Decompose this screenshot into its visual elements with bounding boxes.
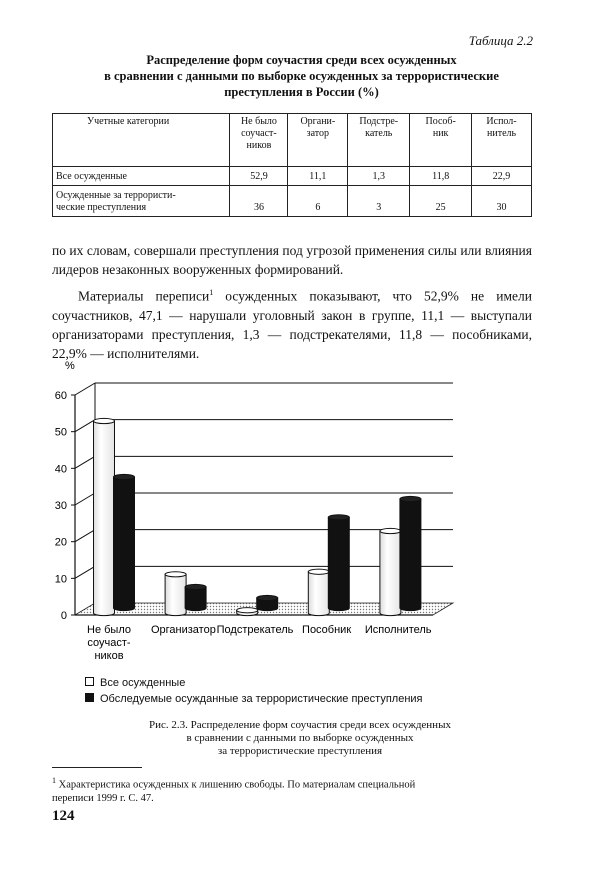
table-cell: 52,9 xyxy=(230,167,288,186)
body-paragraph: по их словам, совершали преступления под угрозой применения силы или влияния лидеров незаконных вооруженных формирований. xyxy=(52,243,532,277)
cylinder-body xyxy=(308,572,329,616)
footnote-text: Характеристика осужденных к лишению свободы. По материалам специальной xyxy=(56,779,416,791)
cylinder-body xyxy=(328,517,349,610)
table-cell: 11,8 xyxy=(410,167,472,186)
legend-swatch-white xyxy=(85,677,94,686)
table-cell: 6 xyxy=(288,186,348,217)
y-tick-label: 50 xyxy=(54,426,67,439)
cylinder-top xyxy=(165,572,186,577)
y-axis-label: % xyxy=(65,360,75,372)
table-cell: 36 xyxy=(230,186,288,217)
legend-swatch-black xyxy=(85,693,94,702)
paragraph-text: Материалы переписи xyxy=(78,288,210,304)
table-header-row xyxy=(53,114,532,167)
header-perpetrator: Испол- нитель xyxy=(472,114,532,167)
gridline-diagonal xyxy=(75,566,95,578)
table-row xyxy=(53,186,532,217)
cylinder-top xyxy=(328,515,349,520)
table-row xyxy=(53,167,532,186)
footnote-marker: 1 xyxy=(52,776,56,785)
header-no-accomplices: Не было соучаст- ников xyxy=(230,114,288,167)
x-tick-label: Подстрекатель xyxy=(216,624,294,636)
table-cell: 25 xyxy=(410,186,472,217)
data-table xyxy=(52,113,532,217)
y-tick-label: 40 xyxy=(54,463,67,476)
y-tick-label: 20 xyxy=(54,536,67,549)
gridline-diagonal xyxy=(75,383,95,395)
cylinder-top xyxy=(400,496,421,501)
bar-terrorist-convicts xyxy=(328,515,349,611)
header-accessory: Пособ- ник xyxy=(410,114,472,167)
table-cell: 11,1 xyxy=(288,167,348,186)
y-tick-label: 30 xyxy=(54,500,67,512)
bar-terrorist-convicts xyxy=(400,496,421,610)
footnote-text: переписи 1999 г. С. 47. xyxy=(52,792,154,804)
cylinder-top xyxy=(308,569,329,574)
page-number: 124 xyxy=(52,808,75,824)
y-tick-label: 0 xyxy=(60,610,67,622)
x-tick-label: ников xyxy=(94,650,124,662)
footnote xyxy=(52,774,532,805)
table-label: Таблица 2.2 xyxy=(468,33,533,48)
y-tick-label: 10 xyxy=(54,573,67,586)
x-tick-label: соучаст- xyxy=(87,637,131,649)
bar-terrorist-convicts xyxy=(185,584,206,610)
paragraph-text: осужденных показывают, что 52,9% не имели соучастников, 47,1 — нарушали уголовный закон в группе, 11,1 — выступали организаторами преступления, 1,3 — подстрекателями, 11,8 — пособниками, 22,9% — исполнителями. xyxy=(52,288,532,361)
cylinder-top xyxy=(94,418,115,423)
x-tick-label: Организатор xyxy=(150,624,216,636)
body-paragraph xyxy=(52,283,532,363)
header-organizer: Органи- затор xyxy=(288,114,348,167)
cylinder-top xyxy=(185,584,206,589)
row-label: Все осужденные xyxy=(53,167,230,186)
bar-terrorist-convicts xyxy=(114,474,135,610)
cylinder-body xyxy=(380,531,401,616)
table-cell: 30 xyxy=(472,186,532,217)
cylinder-body xyxy=(185,587,206,611)
cylinder-body xyxy=(94,421,115,616)
cylinder-top xyxy=(114,474,135,479)
caption-line: в сравнении с данными по выборке осужденных xyxy=(186,732,414,744)
table-cell: 1,3 xyxy=(348,167,410,186)
cylinder-top xyxy=(237,608,258,613)
gridline-diagonal xyxy=(75,420,95,432)
x-tick-label: Исполнитель xyxy=(364,624,432,636)
table-title xyxy=(40,52,563,100)
gridline-diagonal xyxy=(75,493,95,505)
legend-item-terrorist xyxy=(85,693,423,705)
header-categories: Учетные категории xyxy=(53,114,230,167)
x-tick-label: Не было xyxy=(87,624,131,636)
cylinder-body xyxy=(165,574,186,615)
bar-all-convicts xyxy=(308,569,329,615)
table-title-line: в сравнении с данными по выборке осужденных за террористические xyxy=(104,69,499,83)
y-tick-label: 60 xyxy=(54,390,67,402)
bar-all-convicts xyxy=(94,418,115,615)
bar-terrorist-convicts xyxy=(257,595,278,610)
gridline-diagonal xyxy=(75,530,95,542)
figure-caption xyxy=(100,719,500,758)
table-title-line: преступления в России (%) xyxy=(224,85,379,99)
cylinder-top xyxy=(257,595,278,600)
bar-all-convicts xyxy=(380,528,401,615)
table-cell: 3 xyxy=(348,186,410,217)
header-instigator: Подстре- катель xyxy=(348,114,410,167)
caption-line: за террористические преступления xyxy=(217,745,383,757)
cylinder-body xyxy=(400,499,421,611)
footnote-ref: 1 xyxy=(209,288,214,297)
chart-bars xyxy=(94,418,421,615)
gridline-diagonal xyxy=(75,456,95,468)
caption-line: Рис. 2.3. Распределение форм соучастия среди всех осужденных xyxy=(149,719,451,731)
bar-chart xyxy=(38,356,478,671)
x-tick-label: Пособник xyxy=(302,624,352,636)
cylinder-body xyxy=(114,477,135,611)
bar-all-convicts xyxy=(165,572,186,616)
row-label: Осужденные за террористи- ческие преступления xyxy=(53,186,230,217)
footnote-divider xyxy=(52,767,142,768)
legend-label: Все осужденные xyxy=(100,677,186,689)
legend-label: Обследуемые осужданные за террористические преступления xyxy=(100,693,423,705)
table-cell: 22,9 xyxy=(472,167,532,186)
table-title-line: Распределение форм соучастия среди всех осужденных xyxy=(146,53,457,67)
legend-item-all xyxy=(85,677,185,689)
cylinder-top xyxy=(380,528,401,533)
bar-all-convicts xyxy=(237,608,258,616)
